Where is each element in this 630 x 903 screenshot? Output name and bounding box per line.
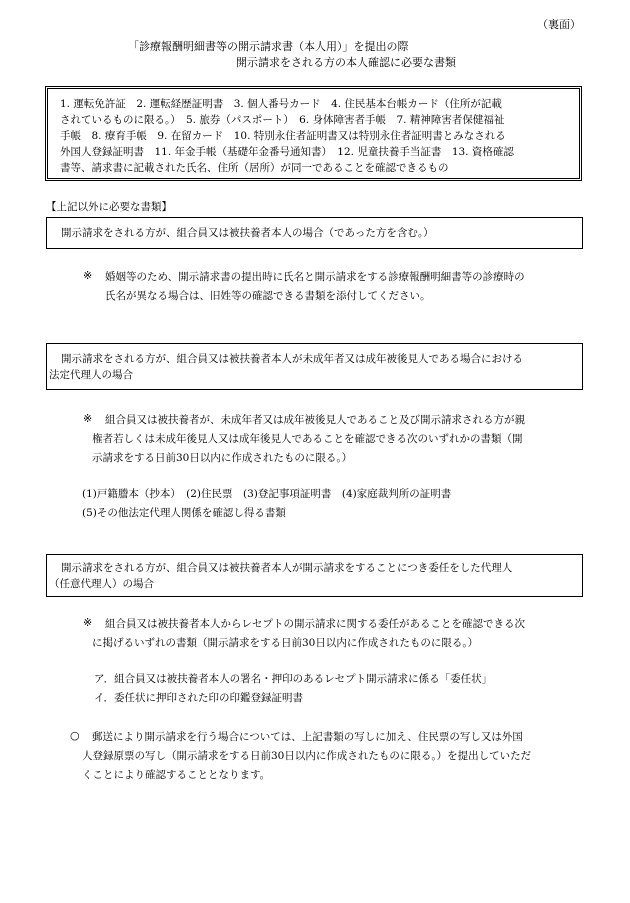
circle-mark: ○ — [70, 729, 80, 742]
section1-note-line: 氏名が異なる場合は、旧姓等の確認できる書類を添付してください。 — [105, 290, 431, 302]
section2-heading-box — [46, 343, 583, 390]
section1-note-line: 婚姻等のため、開示請求書の提出時に氏名と開示請求をする診療報酬明細書等の診療時の — [105, 271, 525, 283]
section3-note-line: 組合員又は被扶養者本人からレセプトの開示請求に関する委任があることを確認できる次 — [105, 618, 525, 630]
section1-heading: 開示請求をされる方が、組合員又は被扶養者本人の場合（であった方を含む。） — [61, 227, 434, 239]
other-docs-heading: 【上記以外に必要な書類】 — [46, 201, 172, 213]
section2-doc-line: (5)その他法定代理人関係を確認し得る書類 — [82, 507, 286, 519]
section3-heading-line: （任意代理人）の場合 — [49, 578, 154, 590]
section2-doc-line: (1)戸籍謄本（抄本） (2)住民票 (3)登記事項証明書 (4)家庭裁判所の証明書 — [82, 488, 452, 500]
section1-heading-box — [46, 217, 583, 249]
title-line-1: 「診療報酬明細書等の開示請求書（本人用）」を提出の際 — [128, 40, 409, 53]
id-doc-line: 書等、請求書に記載された氏名、住所（居所）が同一であることを確認できるもの — [60, 162, 449, 174]
id-documents-box — [45, 86, 582, 181]
section2-note-line: 組合員又は被扶養者が、未成年者又は成年被後見人であること及び開示請求される方が親 — [105, 414, 525, 426]
section2-note-line: 示請求をする日前30日以内に作成されたものに限る。） — [92, 452, 353, 464]
section2-heading-line: 法定代理人の場合 — [49, 369, 133, 381]
note-mark: ※ — [83, 616, 93, 629]
page-side-label: （裏面） — [537, 18, 581, 31]
id-doc-line: 外国人登録証明書 11. 年金手帳（基礎年金番号通知書） 12. 児童扶養手当証書 13. 資格確認 — [60, 146, 514, 158]
id-doc-line: 1. 運転免許証 2. 運転経歴証明書 3. 個人番号カード 4. 住民基本台帳カード（住所が記載 — [60, 98, 502, 110]
mail-note-line: 郵送により開示請求を行う場合については、上記書類の写しに加え、住民票の写し又は外国 — [92, 731, 523, 743]
section2-heading-line: 開示請求をされる方が、組合員又は被扶養者本人が未成年者又は成年被後見人である場合における — [61, 353, 523, 365]
id-doc-line: されているものに限る。） 5. 旅券（パスポート） 6. 身体障害者手帳 7. 精神障害者保健福祉 — [60, 114, 505, 126]
mail-note-line: 人登録原票の写し（開示請求をする日前30日以内に作成されたものに限る。）を提出していただ — [82, 750, 532, 762]
title-line-2: 開示請求をされる方の本人確認に必要な書類 — [236, 56, 456, 69]
mail-note-line: くことにより確認することとなります。 — [82, 769, 271, 781]
section3-heading-box — [46, 554, 583, 597]
section3-heading-line: 開示請求をされる方が、組合員又は被扶養者本人が開示請求をすることにつき委任をした代理人 — [61, 562, 513, 574]
note-mark: ※ — [83, 412, 93, 425]
id-doc-line: 手帳 8. 療育手帳 9. 在留カード 10. 特別永住者証明書又は特別永住者証明書とみなされる — [60, 130, 506, 142]
section2-note-line: 権者若しくは未成年後見人又は成年後見人であることを確認できる次のいずれかの書類（開 — [92, 433, 523, 445]
note-mark: ※ — [83, 269, 93, 282]
section3-doc-line: ア．組合員又は被扶養者本人の署名・押印のあるレセプト開示請求に係る「委任状」 — [94, 673, 493, 685]
section3-note-line: に掲げるいずれの書類（開示請求をする日前30日以内に作成されたものに限る。） — [92, 637, 479, 649]
section3-doc-line: イ．委任状に押印された印の印鑑登録証明書 — [94, 692, 304, 704]
